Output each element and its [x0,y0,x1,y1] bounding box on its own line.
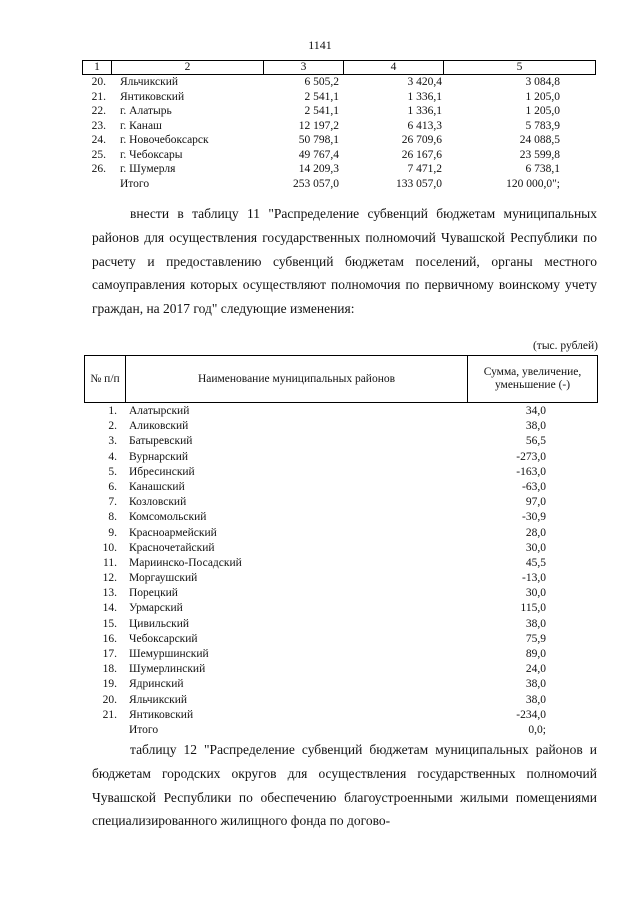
table-row [84,450,598,465]
table-cell: Козловский [129,496,187,509]
table-cell: 1 336,1 [407,105,442,117]
amendment-paragraph-table-12 [92,738,597,833]
column-header: 4 [343,61,443,74]
table-cell: 26 709,6 [401,134,442,146]
table-cell: 8. [108,511,117,524]
table-cell: 1. [108,405,117,417]
table-cell: 133 057,0 [396,177,442,190]
table-cell: 2 541,1 [304,90,339,103]
table-row [82,75,596,90]
table-cell: 14. [102,602,117,615]
table-cell: 20. [91,76,106,88]
column-header-sum: Сумма, увеличение, уменьшение (-) [483,366,582,391]
table-row [84,708,598,723]
table-cell: Ибресинский [129,465,195,478]
table-cell [82,177,110,192]
table-cell: 14 209,3 [298,163,339,175]
table-cell: 30,0 [525,541,546,554]
table-cell: 30,0 [525,587,546,600]
table-cell: Красночетайский [129,541,215,554]
table-cell: -30,9 [522,511,546,524]
table-cell: 89,0 [525,648,546,660]
table-row [82,162,596,177]
paragraph-text: таблицу 12 "Распределение субвенций бюджетам муниципальных районов и бюджетам городских округов для осуществления государственных полномочий Чувашской Республики по обеспечению благоустроенными жилыми помещениями специализированного жилищного фонда по догово- [92,742,597,829]
table-row [84,541,598,556]
table-cell: Красноармейский [129,526,217,539]
table-cell: 26. [91,163,106,175]
table-cell: 38,0 [525,617,546,630]
table-cell: 6 505,2 [304,76,339,88]
table-row [84,647,598,662]
table-cell: 3. [108,435,117,448]
table-cell: 38,0 [525,420,546,433]
table-row [84,693,598,708]
table-cell: 75,9 [525,632,546,645]
table-cell: 23. [91,119,106,132]
table-cell: Мариинско-Посадский [129,556,242,569]
table-cell: -273,0 [516,450,546,463]
table-cell: г. Новочебоксарск [120,134,209,146]
table-row [82,90,596,105]
table-cell: 3 420,4 [407,76,442,88]
table-cell: 7 471,2 [407,163,442,175]
table-cell: Шемуршинский [129,648,209,660]
table-cell: 23 599,8 [519,148,560,161]
table-cell: Вурнарский [129,450,189,463]
column-header: 3 [263,61,343,74]
table-row [84,586,598,601]
table-row [84,617,598,632]
table-cell: 22. [91,105,106,117]
table-cell: 34,0 [525,405,546,417]
table-cell: 253 057,0 [293,177,339,190]
table-body [82,75,596,191]
column-header: 2 [111,61,263,74]
table-cell: 38,0 [525,678,546,691]
table-cell: 16. [102,632,117,645]
table-cell: Батыревский [129,435,193,448]
table-cell: Алатырский [129,405,190,417]
table-cell: 28,0 [525,526,546,539]
table-row [84,662,598,677]
table-row [82,119,596,134]
table-cell: 6. [108,480,117,493]
table-cell: Аликовский [129,420,189,433]
table-cell: 21. [91,90,106,103]
table-row [84,723,598,738]
units-label: (тыс. рублей) [532,340,598,352]
table-cell: 9. [108,526,117,539]
paragraph-text: внести в таблицу 11 "Распределение субвенций бюджетам муниципальных районов для осуществления государственных полномочий Чувашской Республики по расчету и предоставлению субвенций бюджетам поселений, органы местного самоуправления которых осуществляют полномочия по первичному воинскому учету граждан, на 2017 год" следующие изменения: [92,206,597,317]
table-cell: Моргаушский [129,572,198,585]
table-cell: 11. [103,556,117,569]
table-cell: 10. [102,541,117,554]
table-row [82,177,596,192]
table-cell: 45,5 [525,556,546,569]
table-cell: 97,0 [525,496,546,509]
table-cell: Яльчикский [129,693,188,706]
table-cell: 25. [91,148,106,161]
table-cell: 3 084,8 [525,76,560,88]
table-cell: 1 336,1 [407,90,442,103]
table-cell: 5 783,9 [525,119,560,132]
table-cell: 6 413,3 [407,119,442,132]
table-cell: 24,0 [525,663,546,676]
table-row [84,404,598,419]
table-cell: 24. [91,134,106,146]
table-cell: г. Чебоксары [120,148,183,161]
table-cell: 6 738,1 [525,163,560,175]
table-header-row [84,355,598,403]
page-number: 1141 [308,38,332,52]
table-cell: -13,0 [522,572,546,585]
table-row [84,510,598,525]
table-cell: 1 205,0 [525,90,560,103]
table-cell: 0,0; [528,723,546,736]
table-row [84,677,598,692]
table-cell: 56,5 [525,435,546,448]
amendment-paragraph-table-11 [92,202,597,321]
table-cell: 15. [102,617,117,630]
table-header-row [82,60,596,75]
table-cell: Порецкий [129,587,178,600]
table-cell: г. Алатырь [120,105,172,117]
table-cell: Янтиковский [120,90,185,103]
table-cell: Ядринский [129,678,184,691]
table-cell: -163,0 [516,465,546,478]
table-cell: г. Шумерля [120,163,176,175]
table-cell: -63,0 [522,480,546,493]
table-cell: 120 000,0"; [506,177,560,190]
table-cell: Чебоксарский [129,632,198,645]
table-cell: 5. [108,465,117,478]
table-cell: г. Канаш [120,119,162,132]
table-row [84,632,598,647]
table-subventions-continued [82,60,596,191]
column-header-number: № п/п [85,356,126,402]
table-row [84,465,598,480]
table-cell: 50 798,1 [298,134,339,146]
table-cell [84,723,125,738]
table-cell: Шумерлинский [129,663,206,676]
table-cell: 115,0 [520,602,546,615]
table-cell: Итого [129,723,159,736]
table-row [84,495,598,510]
table-cell: 12 197,2 [298,119,339,132]
table-cell: Итого [120,177,150,190]
column-header-name: Наименование муниципальных районов [126,356,468,402]
table-cell: 12. [102,572,117,585]
table-cell: 49 767,4 [298,148,339,161]
table-cell: 24 088,5 [519,134,560,146]
table-cell: 18. [102,663,117,676]
table-cell: 2 541,1 [304,105,339,117]
table-cell: 7. [108,496,117,509]
table-row [82,133,596,148]
table-cell: 21. [102,708,117,721]
table-cell: 20. [102,693,117,706]
table-cell: 1 205,0 [525,105,560,117]
column-header: 5 [443,61,595,74]
table-cell: 13. [102,587,117,600]
table-cell: Янтиковский [129,708,194,721]
table-row [84,571,598,586]
table-cell: Цивильский [129,617,190,630]
table-row [84,526,598,541]
table-cell: -234,0 [516,708,546,721]
table-row [84,419,598,434]
table-cell: 19. [102,678,117,691]
table-cell: Канашский [129,480,185,493]
table-cell: 17. [102,648,117,660]
column-header: 1 [94,61,100,73]
table-cell: 4. [108,450,117,463]
table-row [84,556,598,571]
table-cell: Яльчикский [120,76,179,88]
table-cell: Урмарский [129,602,183,615]
table-cell: 26 167,6 [401,148,442,161]
table-row [82,148,596,163]
table-municipal-districts [84,404,598,738]
table-row [84,434,598,449]
table-cell: Комсомольский [129,511,207,524]
table-cell: 38,0 [525,693,546,706]
table-row [84,601,598,616]
table-cell: 2. [108,420,117,433]
table-row [84,480,598,495]
table-row [82,104,596,119]
